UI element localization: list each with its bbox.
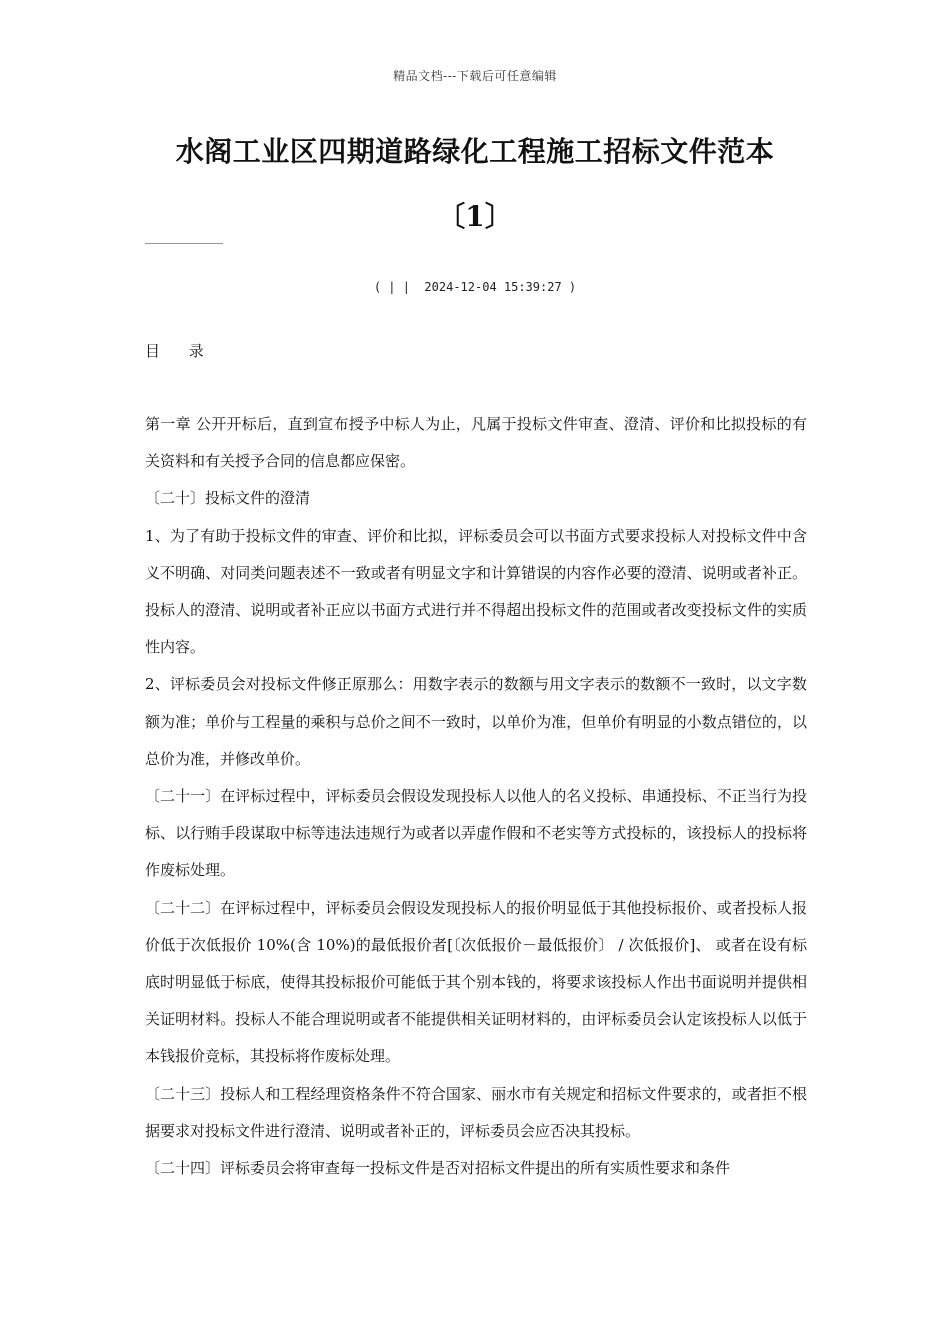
paragraph: 〔二十二〕在评标过程中，评标委员会假设发现投标人的报价明显低于其他投标报价、或者投标人报价低于次低报价 10%(含 10%)的最低报价者[〔次低报价－最低报价〕 / 次低报价]、 或者在设有标底时明显低于标底，使得其投标报价可能低于其个别本钱的，将要求该投标人作出书面说明并提供相关证明材料。投标人不能合理说明或者不能提供相关证明材料的，由评标委员会认定该投标人以低于本钱报价竞标，其投标将作废标处理。 [145,898,807,1066]
header-note: 精品文档---下载后可任意编辑 [393,69,557,83]
body-text [145,406,807,1187]
paragraph: 第一章 公开开标后，直到宣布授予中标人为止，凡属于投标文件审查、澄清、评价和比拟投标的有关资料和有关授予合同的信息都应保密。 [145,415,807,471]
meta-timestamp: ( | | 2024-12-04 15:39:27 ) [373,280,577,294]
document-title-suffix: 〔1〕 [437,200,513,233]
paragraph: 〔二十四〕评标委员会将审查每一投标文件是否对招标文件提出的所有实质性要求和条件 [145,1159,731,1178]
document-title: 水阁工业区四期道路绿化工程施工招标文件范本 [175,135,775,168]
toc-heading: 目 录 [145,342,216,360]
paragraph: 2、评标委员会对投标文件修正原那么：用数字表示的数额与用文字表示的数额不一致时，以文字数额为准；单价与工程量的乘积与总价之间不一致时，以单价为准，但单价有明显的小数点错位的，以总价为准，并修改单价。 [145,675,807,768]
paragraph: 〔二十一〕在评标过程中，评标委员会假设发现投标人以他人的名义投标、串通投标、不正当行为投标、以行贿手段谋取中标等违法违规行为或者以弄虚作假和不老实等方式投标的，该投标人的投标将作废标处理。 [145,787,807,880]
paragraph: 〔二十三〕投标人和工程经理资格条件不符合国家、丽水市有关规定和招标文件要求的，或者拒不根据要求对投标文件进行澄清、说明或者补正的，评标委员会应否决其投标。 [145,1084,807,1140]
paragraph: 〔二十〕投标文件的澄清 [145,489,311,508]
title-divider [145,243,223,244]
paragraph: 1、为了有助于投标文件的审查、评价和比拟，评标委员会可以书面方式要求投标人对投标文件中含义不明确、对同类问题表述不一致或者有明显文字和计算错误的内容作必要的澄清、说明或者补正。投标人的澄清、说明或者补正应以书面方式进行并不得超出投标文件的范围或者改变投标文件的实质性内容。 [145,526,807,657]
